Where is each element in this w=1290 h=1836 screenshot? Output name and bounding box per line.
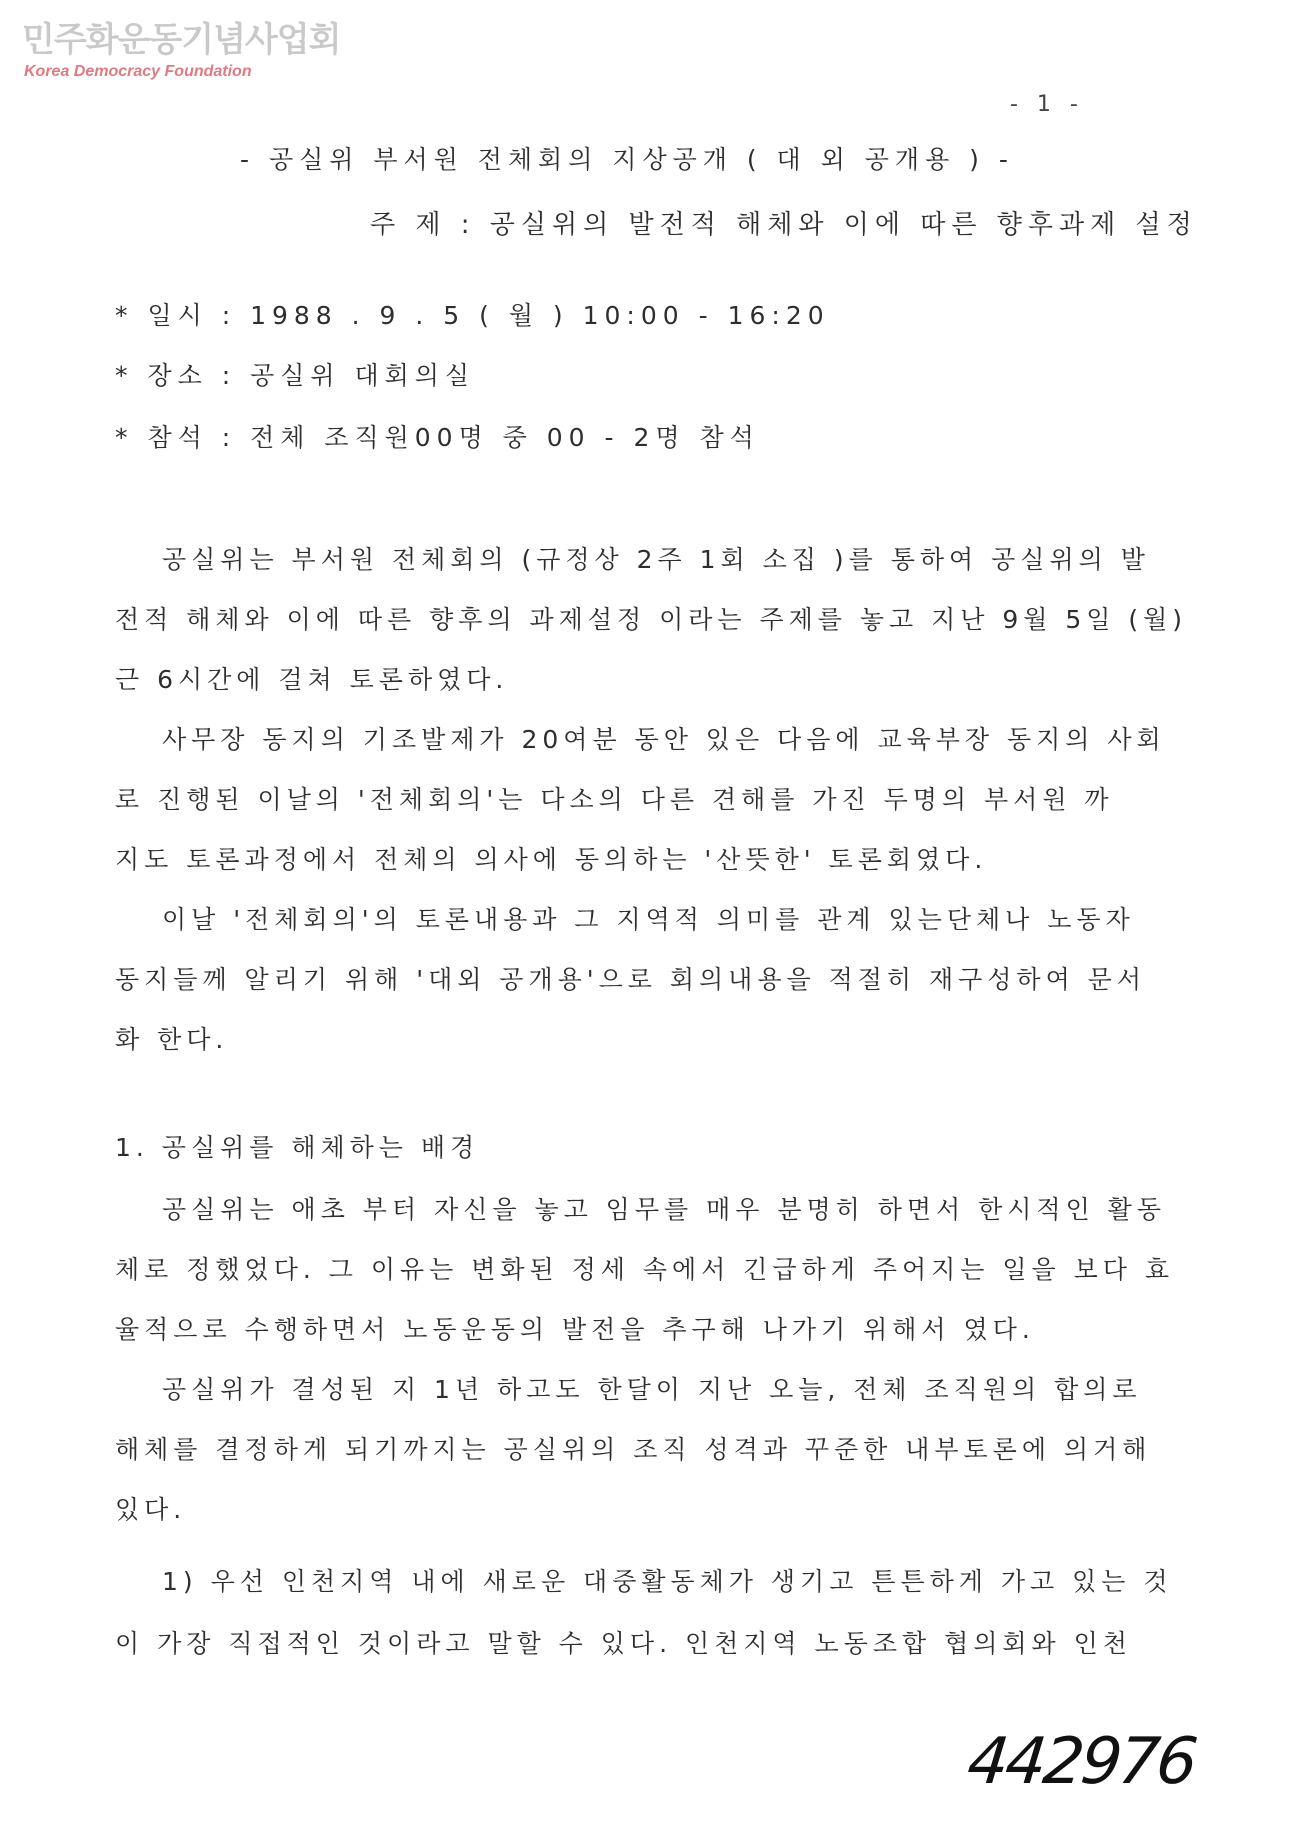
intro-line: 이날 '전체회의'의 토론내용과 그 지역적 의미를 관계 있는단체나 노동자 [162, 905, 1135, 934]
info-attendance: * 참석 : 전체 조직원00명 중 00 - 2명 참석 [115, 423, 760, 452]
intro-line: 근 6시간에 걸쳐 토론하였다. [115, 665, 509, 694]
document-title: - 공실위 부서원 전체회의 지상공개 ( 대 외 공개용 ) - [240, 145, 1014, 174]
section-line: 있다. [115, 1495, 187, 1524]
section-line: 1) 우선 인천지역 내에 새로운 대중활동체가 생기고 튼튼하게 가고 있는 것 [162, 1567, 1173, 1596]
section-line: 율적으로 수행하면서 노동운동의 발전을 추구해 나가기 위해서 였다. [115, 1315, 1035, 1344]
watermark-english: Korea Democracy Foundation [24, 63, 252, 80]
watermark-korean: 민주화운동기념사업회 [22, 20, 341, 60]
section-heading: 1. 공실위를 해체하는 배경 [115, 1133, 480, 1162]
document-subtitle: 주 제 : 공실위의 발전적 해체와 이에 따른 향후과제 설정 [370, 210, 1198, 240]
section-line: 공실위가 결성된 지 1년 하고도 한달이 지난 오늘, 전체 조직원의 합의로 [162, 1375, 1142, 1404]
intro-line: 공실위는 부서원 전체회의 (규정상 2주 1회 소집 )를 통하여 공실위의 발 [162, 545, 1150, 574]
info-datetime: * 일시 : 1988 . 9 . 5 ( 월 ) 10:00 - 16:20 [115, 301, 830, 330]
section-line: 공실위는 애초 부터 자신을 놓고 임무를 매우 분명히 하면서 한시적인 활동 [162, 1195, 1166, 1224]
section-line: 체로 정했었다. 그 이유는 변화된 정세 속에서 긴급하게 주어지는 일을 보다 효 [115, 1255, 1175, 1284]
intro-line: 지도 토론과정에서 전체의 의사에 동의하는 '산뜻한' 토론회였다. [115, 845, 988, 874]
page-number: - 1 - [1010, 92, 1084, 117]
intro-line: 동지들께 알리기 위해 '대외 공개용'으로 회의내용을 적절히 재구성하여 문서 [115, 965, 1146, 994]
section-line: 이 가장 직접적인 것이라고 말할 수 있다. 인천지역 노동조합 협의회와 인천 [115, 1629, 1132, 1658]
section-line: 해체를 결정하게 되기까지는 공실위의 조직 성격과 꾸준한 내부토론에 의거해 [115, 1435, 1152, 1464]
info-location: * 장소 : 공실위 대회의실 [115, 361, 476, 390]
intro-line: 사무장 동지의 기조발제가 20여분 동안 있은 다음에 교육부장 동지의 사회 [162, 725, 1166, 754]
intro-line: 전적 해체와 이에 따른 향후의 과제설정 이라는 주제를 놓고 지난 9월 5일 (월) [115, 605, 1188, 634]
handwritten-archive-number: 442976 [964, 1725, 1199, 1799]
foundation-watermark [22, 18, 340, 82]
intro-line: 화 한다. [115, 1025, 229, 1054]
intro-line: 로 진행된 이날의 '전체회의'는 다소의 다른 견해를 가진 두명의 부서원 까 [115, 785, 1114, 814]
